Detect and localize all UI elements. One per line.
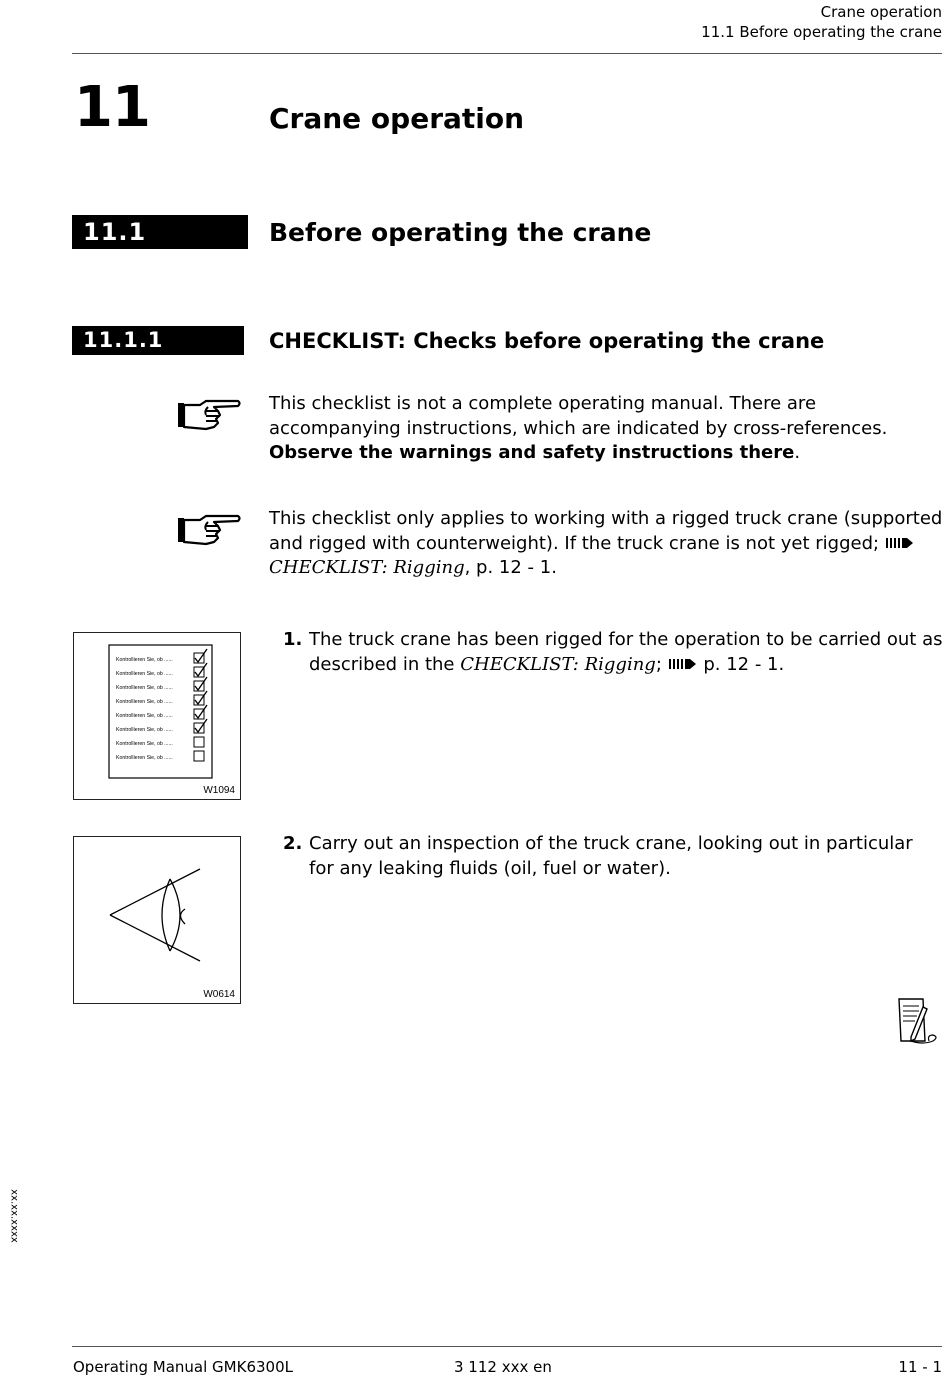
checkbox-icon [194,751,204,761]
note1-bold: Observe the warnings and safety instructions there [269,442,795,463]
eye-icon [74,837,240,1003]
step1-ref-page: p. 12 - 1. [697,653,785,675]
header-chapter: Crane operation [820,3,942,21]
figure-label: W0614 [203,989,235,1000]
step-text: Carry out an inspection of the truck crane, looking out in particular for any leaking fluids (oil, fuel or water). [309,833,913,879]
pointing-hand-icon [176,512,242,548]
step-text [309,628,943,677]
step1-text: The truck crane has been rigged for the operation to be carried out as described in the [309,629,943,675]
subsection-number: 11.1.1 [72,326,244,355]
checkbox-icon [194,737,204,747]
figure-inspection-eye [73,836,241,1004]
section-title: Before operating the crane [269,218,652,247]
step-1 [283,628,943,677]
chapter-title: Crane operation [269,102,525,135]
checklist-pencil-icon [893,997,941,1047]
note1-text: This checklist is not a complete operating manual. There are accompanying instructions, which are indicated by cross-references. [269,393,888,439]
checklist-row-text: Kontrollieren Sie, ob ...... [116,741,173,747]
pointing-hand-icon [176,397,242,433]
figure-checklist [73,632,241,800]
footer-manual: Operating Manual GMK6300L [73,1358,293,1376]
side-code-text: xx.xx.xxxx [8,1189,20,1243]
arrow-reference-icon [668,657,698,671]
chapter-number: 11 [74,75,150,140]
header-section: 11.1 Before operating the crane [701,23,942,41]
checklist-row-text: Kontrollieren Sie, ob ...... [116,657,173,663]
checklist-row-text: Kontrollieren Sie, ob ...... [116,699,173,705]
figure-label: W1094 [203,785,235,796]
note2-text: This checklist only applies to working with a rigged truck crane (supported and rigged with counterweight). If the truck crane is not yet rigged; [269,508,943,554]
checklist-row-text: Kontrollieren Sie, ob ...... [116,727,173,733]
step-number: 1. [283,629,303,650]
checklist-illustration [74,633,240,799]
note-rigged-crane [269,507,943,581]
note-checklist-scope [269,392,943,466]
side-document-code [6,1186,22,1246]
header-rule [72,53,942,54]
checklist-row-text: Kontrollieren Sie, ob ...... [116,685,173,691]
note1-end: . [794,442,801,463]
checklist-row-text: Kontrollieren Sie, ob ...... [116,755,173,761]
footer-rule [72,1346,942,1347]
section-number: 11.1 [72,215,248,249]
note2-ref-page: , p. 12 - 1. [464,557,557,578]
footer-page-number: 11 - 1 [898,1358,942,1376]
checklist-row-text: Kontrollieren Sie, ob ...... [116,671,173,677]
subsection-title: CHECKLIST: Checks before operating the crane [269,329,825,353]
step-number: 2. [283,833,303,854]
checklist-row-text: Kontrollieren Sie, ob ...... [116,713,173,719]
footer-doc-number: 3 112 xxx en [454,1358,552,1376]
step1-ref-sep: ; [655,653,668,675]
arrow-reference-icon [885,536,915,550]
step1-ref-link[interactable]: CHECKLIST: Rigging [460,653,656,675]
note2-ref-link[interactable]: CHECKLIST: Rigging [269,557,465,578]
step-2 [283,832,943,881]
